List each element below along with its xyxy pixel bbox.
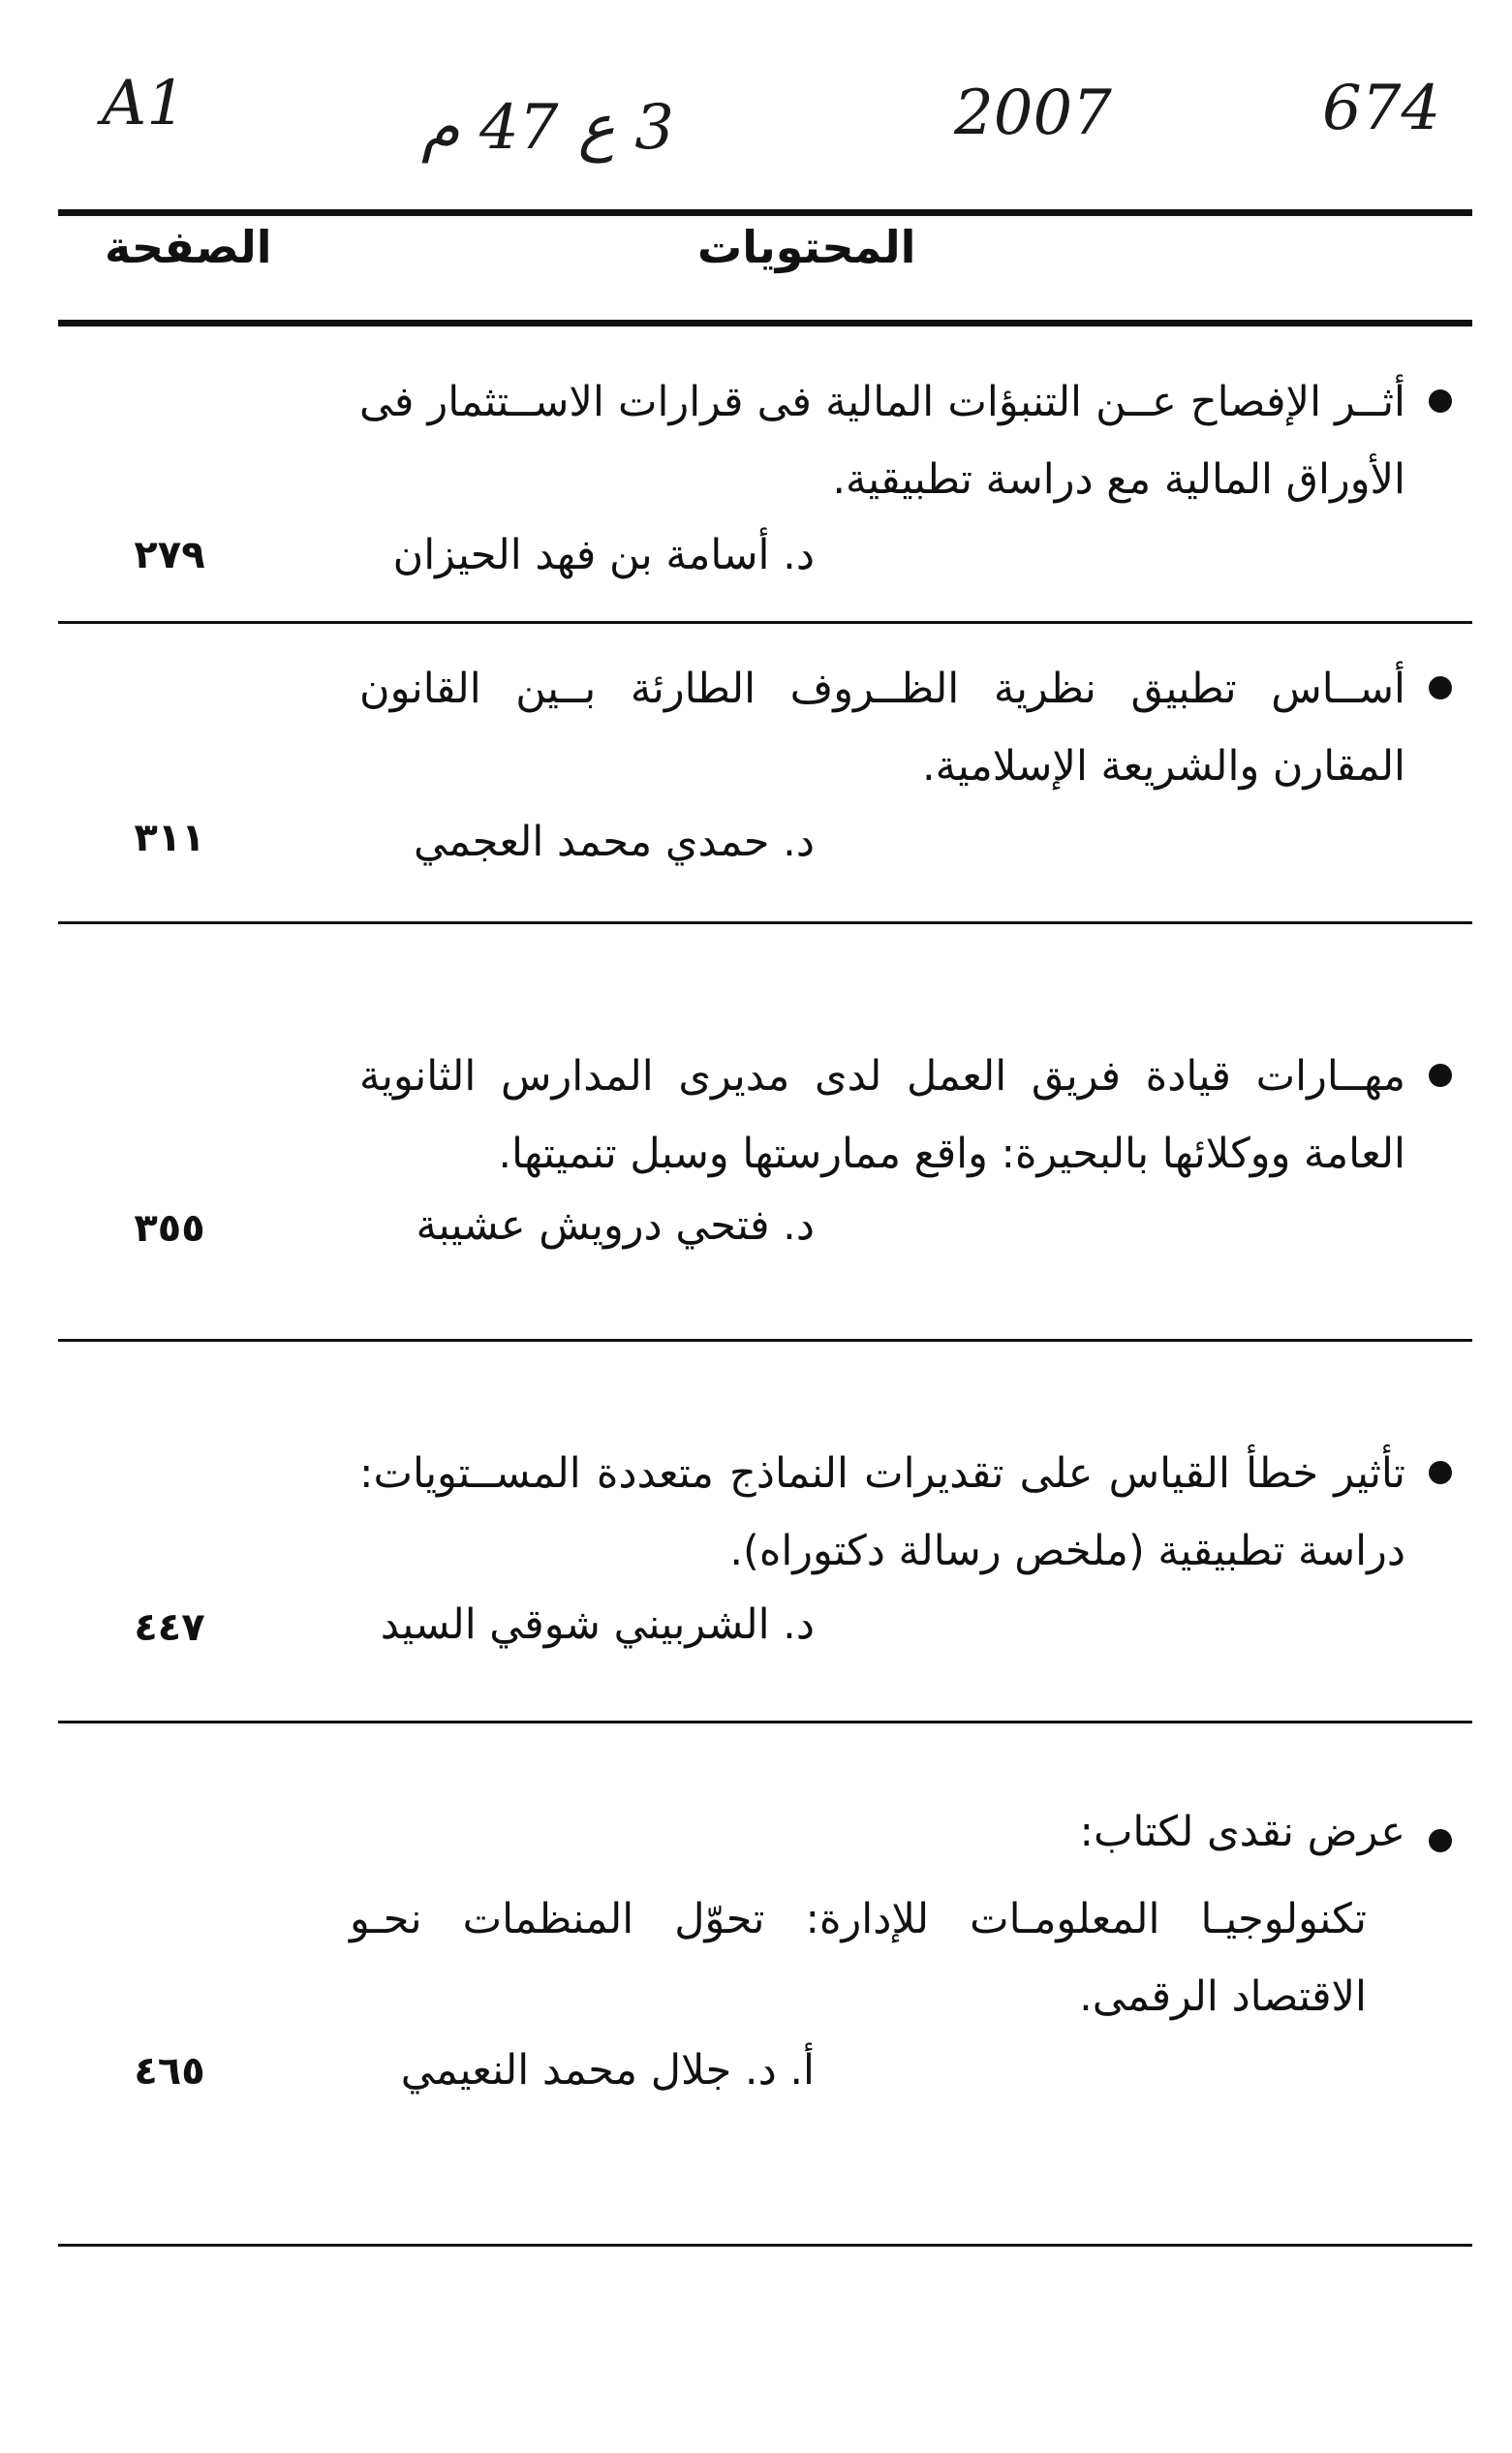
bullet-icon	[1429, 389, 1452, 413]
entry-title: تأثير خطأ القياس على تقديرات النماذج متعددة المســتويات: دراسة تطبيقية (ملخص رسالة دكتوراه).	[359, 1449, 1405, 1575]
bullet-icon	[1429, 1461, 1452, 1484]
handwritten-code-volume: 3 ع 47 م	[421, 92, 674, 164]
entry-author: د. أسامة بن فهد الحيزان	[392, 531, 815, 579]
bullet-icon	[1429, 676, 1452, 699]
entry-title: عرض نقدى لكتاب:	[1079, 1808, 1405, 1856]
handwritten-code-right: 674	[1322, 73, 1441, 144]
entry-page-number: ٤٤٧	[134, 1605, 205, 1650]
page-column-heading: الصفحة	[105, 221, 272, 273]
page-bottom-rule	[58, 2244, 1472, 2247]
entry-author: د. فتحي درويش عشيبة	[416, 1201, 815, 1250]
entry-title: أســاس تطبيق نظرية الظــروف الطارئة بــين القانون المقارن والشريعة الإسلامية.	[359, 665, 1405, 791]
handwritten-code-left: A1	[102, 68, 186, 140]
entry-author: د. حمدي محمد العجمي	[414, 818, 815, 866]
entry-divider	[58, 621, 1472, 624]
entry-divider	[58, 1339, 1472, 1342]
entry-page-number: ٢٧٩	[134, 533, 205, 577]
entry-author: أ. د. جلال محمد النعيمي	[400, 2046, 815, 2095]
entry-author: د. الشربيني شوقي السيد	[380, 1600, 815, 1649]
bullet-icon	[1429, 1829, 1452, 1852]
contents-heading: المحتويات	[697, 221, 916, 273]
entry-divider	[58, 1721, 1472, 1723]
handwritten-code-year: 2007	[954, 78, 1112, 149]
entry-divider	[58, 921, 1472, 924]
entry-title: مهــارات قيادة فريق العمل لدى مديرى المدارس الثانوية العامة ووكلائها بالبحيرة: واقع ممارستها وسبل تنميتها.	[359, 1052, 1405, 1178]
entry-title: أثــر الإفصاح عــن التنبؤات المالية فى قرارات الاســتثمار فى الأوراق المالية مع دراسة تطبيقية.	[359, 378, 1405, 504]
header-bottom-rule	[58, 320, 1472, 326]
reviewed-book-title: تكنولوجيـا المعلومـات للإدارة: تحوّل المنظمات نحـو الاقتصاد الرقمى.	[350, 1895, 1367, 2021]
entry-page-number: ٣١١	[134, 816, 205, 860]
entry-page-number: ٣٥٥	[134, 1206, 205, 1251]
bullet-icon	[1429, 1064, 1452, 1087]
header-top-rule	[58, 209, 1472, 216]
entry-page-number: ٤٦٥	[134, 2049, 205, 2094]
